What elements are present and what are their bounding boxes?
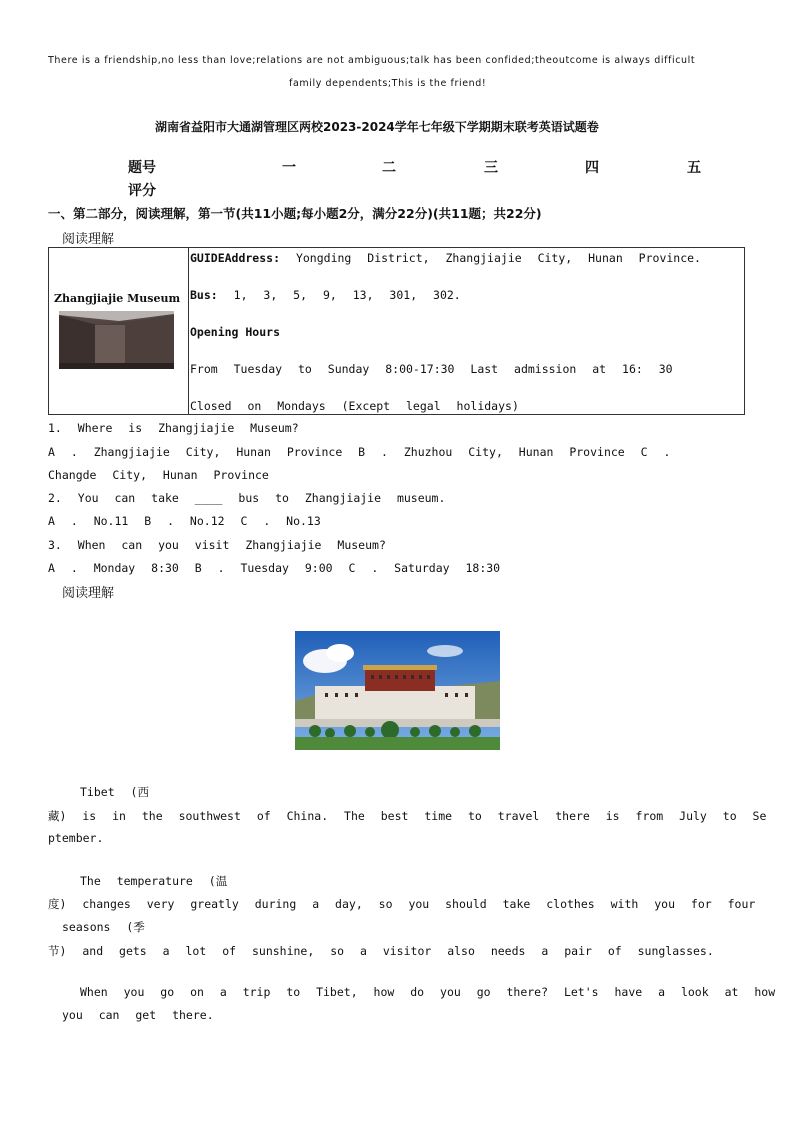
question-3: 3. When can you visit Zhangjiajie Museum? xyxy=(48,538,386,552)
guide-address-line xyxy=(190,251,701,265)
guide-bus-line xyxy=(190,288,461,302)
passage-p2-line-1: The temperature (温 xyxy=(80,874,228,888)
score-col-3: 三 xyxy=(484,160,498,176)
question-1: 1. Where is Zhangjiajie Museum? xyxy=(48,421,299,435)
reading-label-1: 阅读理解 xyxy=(62,232,115,247)
header-quote-line-1: There is a friendship,no less than love;relations are not ambiguous;talk has been confided;theoutcome is always difficult xyxy=(48,55,696,66)
guide-bus-value: 1, 3, 5, 9, 13, 301, 302. xyxy=(233,288,461,302)
question-2-options: A . No.11 B . No.12 C . No.13 xyxy=(48,514,321,528)
guide-closed-line: Closed on Mondays (Except legal holidays) xyxy=(190,399,519,413)
guide-address-value: Yongding District, Zhangjiajie City, Hunan Province. xyxy=(295,251,701,265)
score-row-label-score: 评分 xyxy=(128,183,156,199)
score-col-4: 四 xyxy=(585,160,599,176)
museum-photo xyxy=(59,311,174,369)
passage-p1-line-3: ptember. xyxy=(48,831,104,845)
header-quote-line-2: family dependents;This is the friend! xyxy=(289,78,487,89)
passage-p3-line-2: you can get there. xyxy=(62,1008,214,1022)
passage-p2-line-2: 度) changes very greatly during a day, so you should take clothes with you for four xyxy=(48,897,756,911)
score-col-2: 二 xyxy=(382,160,396,176)
score-col-1: 一 xyxy=(282,160,296,176)
score-row-label-number: 题号 xyxy=(128,160,156,176)
section-heading: 一、第二部分，阅读理解，第一节(共11小题;每小题2分，满分22分)(共11题；共22分) xyxy=(48,206,542,221)
tibet-palace-photo xyxy=(295,631,500,750)
guide-hours-label: Opening Hours xyxy=(190,325,281,339)
passage-p1-line-2: 藏) is in the southwest of China. The best time to travel there is from July to Se xyxy=(48,809,767,823)
guide-address-label: GUIDEAddress: xyxy=(190,251,281,265)
guide-hours-line: From Tuesday to Sunday 8:00-17:30 Last admission at 16: 30 xyxy=(190,362,673,376)
passage-p3-line-1: When you go on a trip to Tibet, how do you go there? Let's have a look at how xyxy=(80,985,776,999)
guide-bus-label: Bus: xyxy=(190,288,218,302)
passage-p1-line-1: Tibet (西 xyxy=(80,785,149,799)
museum-image-caption: Zhangjiajie Museum xyxy=(54,292,181,305)
question-1-options-a: A . Zhangjiajie City, Hunan Province B . Zhuzhou City, Hunan Province C . xyxy=(48,445,671,459)
question-1-options-b: Changde City, Hunan Province xyxy=(48,468,269,482)
guide-box-divider xyxy=(188,247,189,415)
reading-label-2: 阅读理解 xyxy=(62,586,115,601)
exam-title: 湖南省益阳市大通湖管理区两校2023-2024学年七年级下学期期末联考英语试题卷 xyxy=(155,120,599,134)
score-col-5: 五 xyxy=(687,160,701,176)
passage-p2-line-3: seasons (季 xyxy=(62,920,145,934)
question-2: 2. You can take ____ bus to Zhangjiajie museum. xyxy=(48,491,446,505)
question-3-options: A . Monday 8:30 B . Tuesday 9:00 C . Saturday 18:30 xyxy=(48,561,501,575)
passage-p2-line-4: 节) and gets a lot of sunshine, so a visitor also needs a pair of sunglasses. xyxy=(48,944,714,958)
